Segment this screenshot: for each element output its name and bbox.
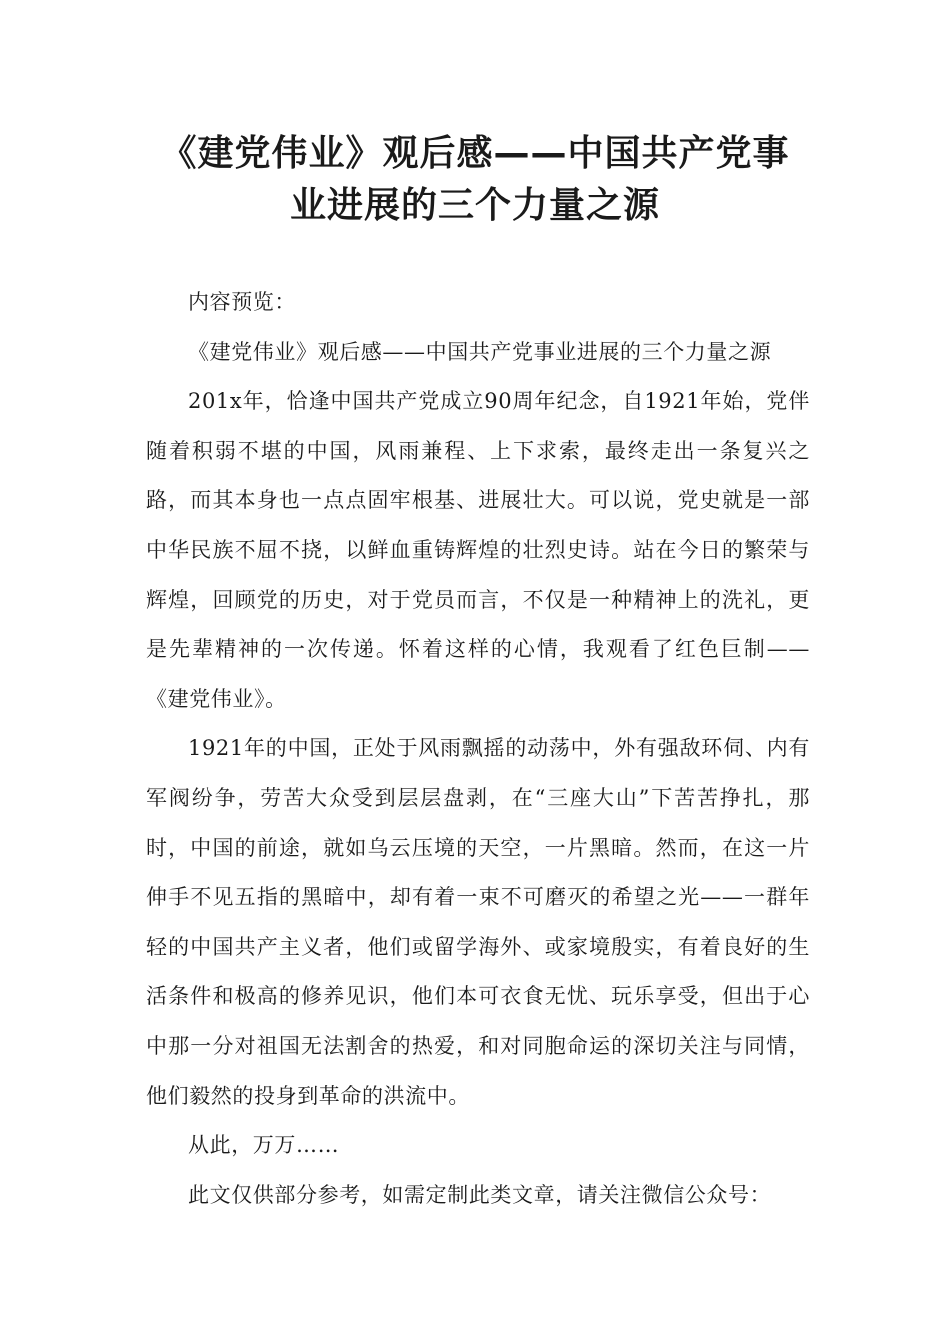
title-line-2: 业进展的三个力量之源	[289, 185, 660, 226]
preview-label: 内容预览：	[188, 290, 296, 314]
paragraph-notice: 此文仅供部分参考，如需定制此类文章，请关注微信公众号：	[188, 1182, 772, 1207]
paragraph-subtitle: 《建党伟业》观后感——中国共产党事业进展的三个力量之源	[188, 339, 772, 364]
paragraph-intro: 201x年，恰逢中国共产党成立90周年纪念，自1921年始，党伴随着积弱不堪的中国，风雨兼程、上下求索，最终走出一条复兴之路，而其本身也一点点固牢根基、进展壮大。可以说，党史就是一部中华民族不屈不挠，以鲜血重铸辉煌的壮烈史诗。站在今日的繁荣与辉煌，回顾党的历史，对于党员而言，不仅是一种精神上的洗礼，更是先辈精神的一次传递。怀着这样的心情，我观看了红色巨制——《建党伟业》。	[146, 389, 810, 711]
paragraph-continuation: 从此，万万……	[188, 1133, 340, 1158]
paragraph-history: 1921年的中国，正处于风雨飘摇的动荡中，外有强敌环伺、内有军阀纷争，劳苦大众受到层层盘剥，在“三座大山”下苦苦挣扎，那时，中国的前途，就如乌云压境的天空，一片黑暗。然而，在这一片伸手不见五指的黑暗中，却有着一束不可磨灭的希望之光——一群年轻的中国共产主义者，他们或留学海外、或家境殷实，有着良好的生活条件和极高的修养见识，他们本可衣食无忧、玩乐享受，但出于心中那一分对祖国无法割舍的热爱，和对同胞命运的深切关注与同情，他们毅然的投身到革命的洪流中。	[146, 736, 810, 1108]
document-title	[130, 128, 820, 232]
document-body	[146, 278, 810, 1220]
title-line-1: 《建党伟业》观后感——中国共产党事	[160, 133, 790, 174]
